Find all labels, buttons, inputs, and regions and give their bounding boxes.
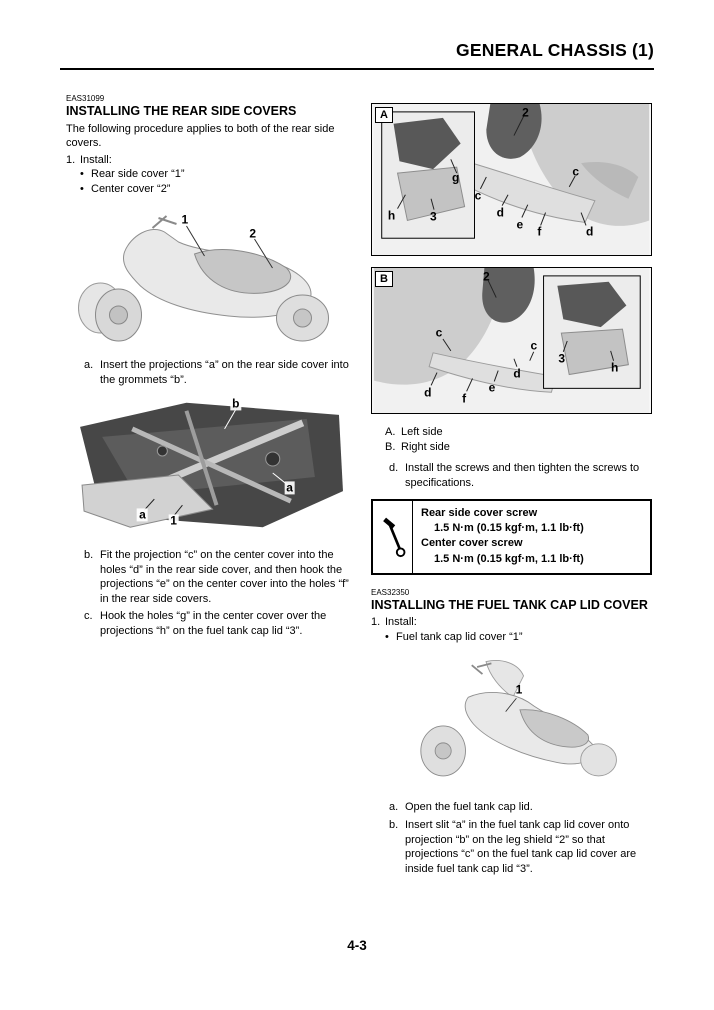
- bullet-item-fuel-tank-cap-lid-cover: [371, 630, 652, 645]
- scooter-rear-illustration: [66, 202, 349, 352]
- figure-b-right-side: [371, 267, 652, 414]
- section-title-fuel-tank-cap-lid: INSTALLING THE FUEL TANK CAP LID COVER: [371, 597, 648, 612]
- caption-right-side: [371, 440, 652, 455]
- callout-label: 3: [558, 351, 566, 366]
- callout-label: d: [585, 224, 594, 239]
- lettered-step-b: [66, 548, 349, 606]
- figure-rear-side-covers: [66, 202, 349, 352]
- lettered-step-c: [66, 609, 349, 638]
- step-number: 1.: [371, 616, 381, 629]
- callout-label: h: [387, 208, 396, 223]
- lettered-step-a: [66, 358, 349, 387]
- lettered-step-b: [371, 818, 652, 876]
- underside-illustration: [66, 392, 349, 542]
- callout-label: 1: [515, 682, 523, 697]
- step-text: Insert the projections “a” on the rear side cover into the grommets “b”.: [100, 359, 349, 386]
- callout-label: c: [572, 164, 579, 179]
- section-code: EAS31099: [66, 94, 105, 103]
- figure-captions: [371, 425, 652, 454]
- callout-label: a: [139, 507, 146, 522]
- bullet-glyph: •: [80, 168, 84, 181]
- step-letter: b.: [389, 818, 399, 831]
- callout-label: c: [530, 338, 538, 353]
- callout-label: 3: [430, 209, 437, 224]
- bullet-glyph: •: [80, 182, 84, 195]
- left-column: [66, 94, 349, 638]
- caption-letter: A.: [385, 426, 396, 438]
- lettered-step-a: [371, 800, 652, 815]
- step-text: Insert slit “a” in the fuel tank cap lid cover onto projection “b” on the leg shield “2” so that projections “c” on the fuel tank cap lid cover are inside fuel tank cap lid “3”.: [405, 818, 637, 875]
- figure-a-badge: A: [375, 107, 393, 123]
- section-title-rear-side-covers: INSTALLING THE REAR SIDE COVERS: [66, 104, 297, 119]
- bullet-text: Rear side cover “1”: [91, 168, 185, 181]
- caption-text: Left side: [401, 426, 443, 438]
- figure-fuel-tank-cap-lid-cover: [386, 650, 636, 792]
- torque-spec-box: [371, 499, 652, 575]
- step-letter: d.: [389, 462, 399, 475]
- section-code: EAS32350: [371, 587, 410, 597]
- callout-label: c: [435, 325, 443, 340]
- callout-label: d: [496, 205, 504, 220]
- page-header-title: GENERAL CHASSIS (1): [456, 40, 654, 60]
- callout-label: h: [611, 360, 619, 375]
- callout-label: c: [474, 188, 482, 203]
- step-letter: a.: [84, 359, 94, 372]
- lettered-step-d: [371, 461, 652, 490]
- spec-name: Rear side cover screw: [421, 507, 538, 520]
- caption-letter: B.: [385, 440, 396, 453]
- figure-underside-projections: [66, 392, 349, 542]
- callout-label: d: [424, 385, 432, 400]
- figure-b-badge: B: [375, 271, 393, 287]
- callout-label: e: [488, 380, 496, 395]
- callout-label: d: [513, 366, 521, 381]
- callout-label: f: [462, 390, 467, 405]
- callout-label: 1: [181, 212, 189, 227]
- bullet-text: Center cover “2”: [91, 182, 171, 195]
- scooter-front-illustration: [386, 650, 636, 792]
- step-text: Open the fuel tank cap lid.: [405, 801, 533, 814]
- bullet-item-center-cover: [66, 182, 349, 197]
- callout-label: g: [452, 170, 460, 185]
- numbered-step-install: [371, 615, 652, 630]
- caption-left-side: [371, 425, 652, 440]
- bullet-item-rear-side-cover: [66, 167, 349, 182]
- step-letter: c.: [84, 610, 93, 623]
- callout-label: 2: [522, 105, 529, 120]
- torque-spec-text: [413, 501, 592, 573]
- left-side-detail-illustration: [372, 104, 651, 255]
- right-column: [371, 103, 652, 876]
- torque-wrench-icon: [373, 501, 413, 573]
- intro-text: The following procedure applies to both of the rear side covers.: [66, 122, 335, 150]
- right-side-detail-illustration: [372, 268, 651, 413]
- callout-label: a: [286, 480, 293, 495]
- bullet-text: Fuel tank cap lid cover “1”: [396, 630, 523, 643]
- callout-label: f: [537, 224, 542, 239]
- spec-name: Center cover screw: [421, 537, 523, 550]
- step-text: Hook the holes “g” in the center cover over the projections “h” on the fuel tank cap lid “3”.: [100, 610, 327, 637]
- callout-label: b: [232, 396, 240, 411]
- step-letter: b.: [84, 549, 94, 562]
- callout-label: 2: [249, 226, 257, 241]
- step-text: Install the screws and then tighten the screws to specifications.: [405, 462, 640, 489]
- step-text: Fit the projection “c” on the center cover into the holes “d” in the rear side cover, and then hook the projections “e” on the center cover into the holes “f” in the rear side covers.: [100, 549, 349, 605]
- page-number: 4-3: [347, 938, 367, 953]
- figure-a-left-side: [371, 103, 652, 256]
- caption-text: Right side: [401, 440, 450, 453]
- step-text: Install:: [80, 153, 112, 166]
- callout-label: 1: [170, 513, 177, 528]
- header-divider: [60, 68, 654, 70]
- step-letter: a.: [389, 801, 399, 814]
- callout-label: e: [516, 217, 524, 232]
- numbered-step-install: [66, 153, 349, 168]
- callout-label: 2: [483, 269, 490, 284]
- spec-value: 1.5 N·m (0.15 kgf·m, 1.1 lb·ft): [434, 522, 584, 535]
- bullet-glyph: •: [385, 630, 389, 643]
- spec-value: 1.5 N·m (0.15 kgf·m, 1.1 lb·ft): [434, 552, 584, 565]
- step-text: Install:: [385, 616, 417, 629]
- step-number: 1.: [66, 153, 76, 166]
